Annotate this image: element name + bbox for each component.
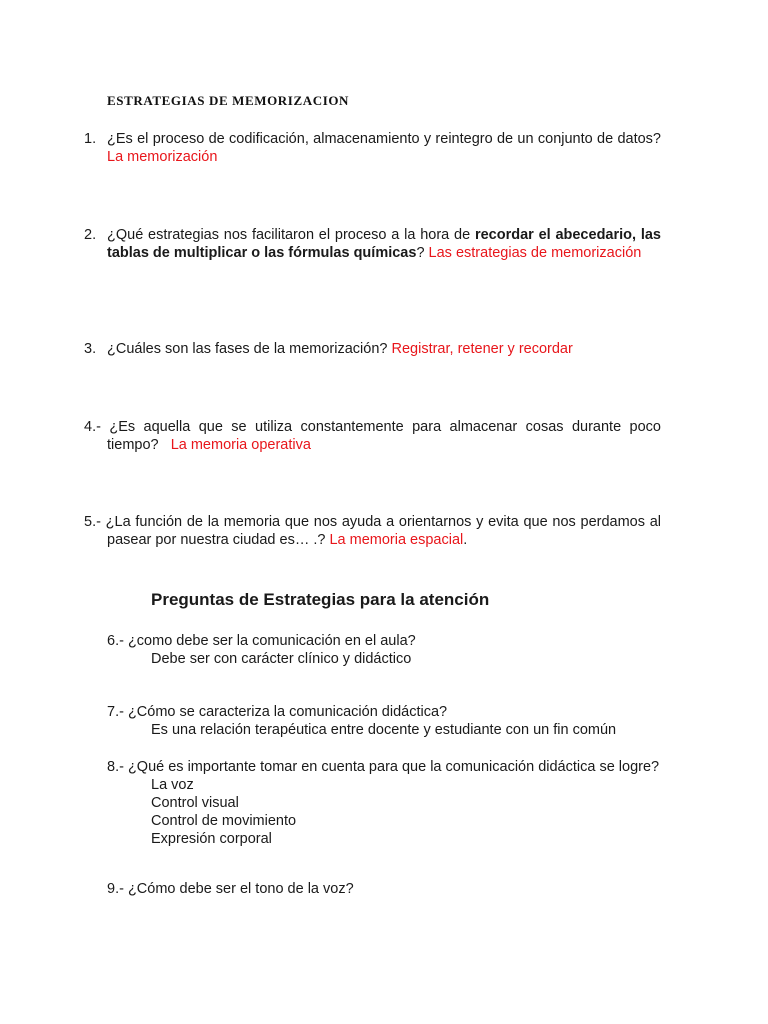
question-8 xyxy=(107,758,661,848)
question-end-punct: . xyxy=(463,532,468,548)
answer-text: Las estrategias de memorización xyxy=(428,245,642,261)
answer-text: La memorización xyxy=(107,149,218,165)
question-number: 2. xyxy=(84,227,97,243)
question-9 xyxy=(107,880,667,898)
question-7 xyxy=(107,703,667,739)
question-number: 1. xyxy=(84,131,97,147)
list-item: La voz xyxy=(151,777,194,793)
list-item: Control de movimiento xyxy=(151,813,297,829)
section-title: Preguntas de Estrategias para la atención xyxy=(151,590,490,609)
question-text-end: ? xyxy=(416,245,425,261)
question-6 xyxy=(107,632,667,668)
answer-text: La memoria operativa xyxy=(170,437,311,453)
question-text: ¿Cuáles son las fases de la memorización? xyxy=(107,341,388,357)
question-bold-text: recordar el abecedario, las tablas de multiplicar o las fórmulas químicas xyxy=(107,227,661,261)
question-1 xyxy=(84,130,661,166)
question-2 xyxy=(84,226,661,262)
document-title: ESTRATEGIAS DE MEMORIZACION xyxy=(107,93,350,108)
question-4 xyxy=(84,418,661,454)
question-text: 8.- ¿Qué es importante tomar en cuenta para que la comunicación didáctica se logre? xyxy=(107,759,660,775)
question-text: 4.- ¿Es aquella que se utiliza constantemente para almacenar cosas durante poco tiempo? xyxy=(84,419,661,453)
question-number: 3. xyxy=(84,341,97,357)
question-text: ¿Es el proceso de codificación, almacenamiento y reintegro de un conjunto de datos? xyxy=(107,131,661,147)
question-5 xyxy=(84,513,661,549)
question-text: ¿Qué estrategias nos facilitaron el proceso a la hora de xyxy=(107,227,471,243)
list-item: Expresión corporal xyxy=(151,831,272,847)
question-3 xyxy=(84,340,661,358)
list-item: Control visual xyxy=(151,795,239,811)
question-text: 6.- ¿como debe ser la comunicación en el aula? xyxy=(107,633,416,649)
answer-text: La memoria espacial xyxy=(329,532,464,548)
question-text: 9.- ¿Cómo debe ser el tono de la voz? xyxy=(107,881,354,897)
answer-text: Registrar, retener y recordar xyxy=(391,341,573,357)
answer-text: Debe ser con carácter clínico y didáctico xyxy=(151,651,412,667)
answer-text: Es una relación terapéutica entre docente y estudiante con un fin común xyxy=(151,722,617,738)
question-text: 7.- ¿Cómo se caracteriza la comunicación didáctica? xyxy=(107,704,448,720)
question-text: 5.- ¿La función de la memoria que nos ayuda a orientarnos y evita que nos perdamos al pasear por nuestra ciudad es… .? xyxy=(84,514,661,548)
